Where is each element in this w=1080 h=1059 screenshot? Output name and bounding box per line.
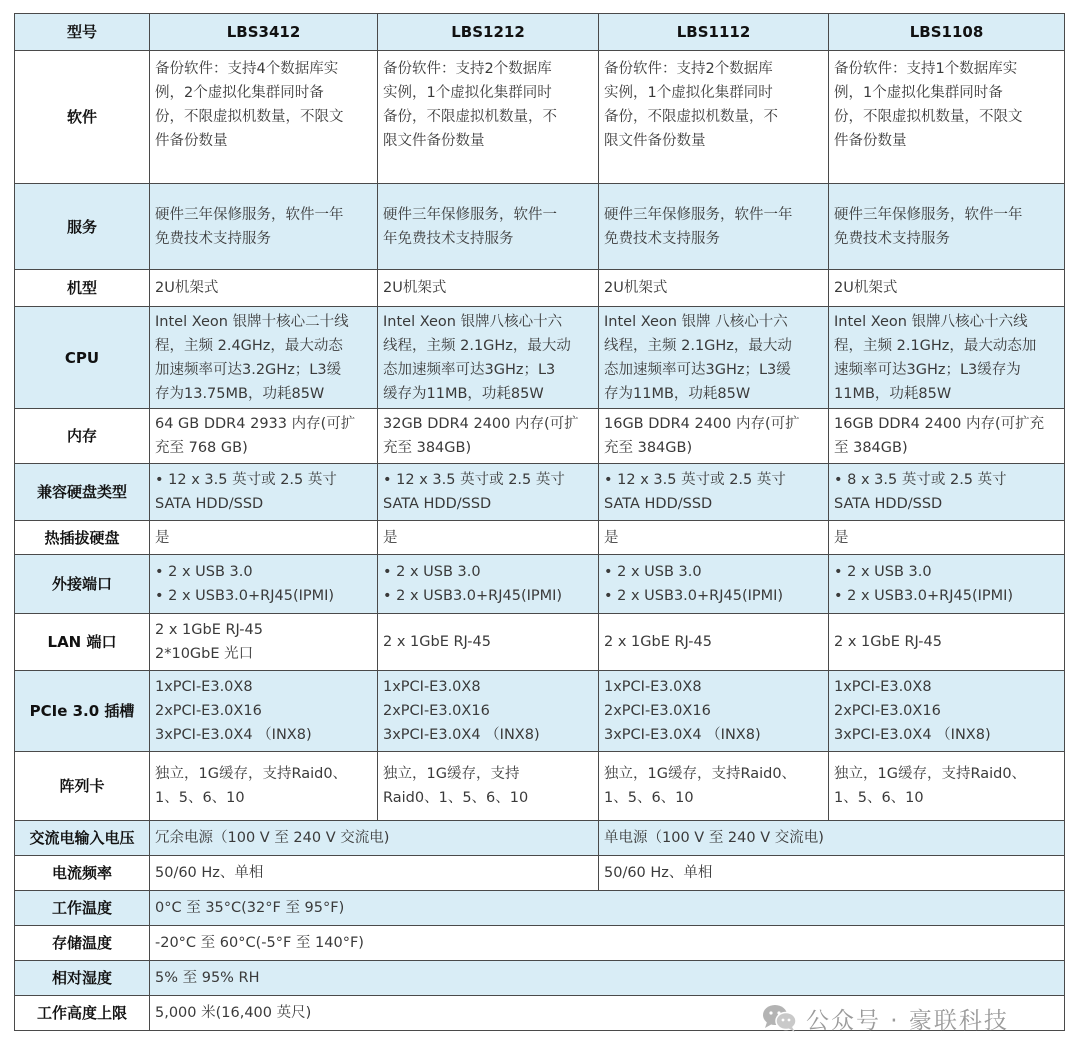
cell-line: 例，1个虚拟化集群同时备: [834, 85, 1003, 101]
spec-cell: [829, 555, 1065, 614]
cell-line: 1xPCI-E3.0X8: [155, 679, 253, 695]
cell-line: Intel Xeon 银牌十核心二十线: [155, 313, 349, 330]
cell-line: • 8 x 3.5 英寸或 2.5 英寸: [834, 472, 1007, 488]
cell-line: Raid0、1、5、6、10: [383, 790, 529, 806]
row-label: 阵列卡: [15, 752, 150, 821]
cell-line: • 12 x 3.5 英寸或 2.5 英寸: [155, 472, 337, 488]
cell-line: 16GB DDR4 2400 内存(可扩充: [834, 416, 1045, 432]
spec-cell: [378, 307, 599, 409]
cell-line: • 2 x USB3.0+RJ45(IPMI): [834, 588, 1014, 604]
watermark: [762, 1000, 1009, 1036]
cell-line: 1xPCI-E3.0X8: [834, 679, 932, 695]
cell-line: 是: [383, 529, 398, 546]
cell-line: 实例，1个虚拟化集群同时: [383, 85, 552, 101]
spec-cell: 50/60 Hz、单相: [599, 856, 1065, 891]
cell-line: 态加速频率可达3GHz；L3: [383, 361, 556, 378]
cell-line: Intel Xeon 银牌八核心十六线: [834, 313, 1028, 330]
spec-cell: [829, 270, 1065, 307]
spec-cell: [599, 671, 829, 752]
cell-line: 备份，不限虚拟机数量，不: [604, 109, 778, 125]
spec-cell: [150, 51, 378, 184]
cell-line: 免费技术支持服务: [155, 230, 271, 247]
spec-cell: [599, 184, 829, 270]
cell-line: 1xPCI-E3.0X8: [383, 679, 481, 695]
cell-line: 3xPCI-E3.0X4 （INX8): [604, 727, 761, 743]
cell-line: 免费技术支持服务: [604, 230, 720, 247]
spec-cell: [599, 555, 829, 614]
cell-line: 2*10GbE 光口: [155, 646, 254, 662]
table-row: [15, 821, 1065, 856]
spec-cell: [599, 307, 829, 409]
cell-line: • 12 x 3.5 英寸或 2.5 英寸: [383, 472, 565, 488]
cell-line: SATA HDD/SSD: [604, 496, 713, 512]
model-name: LBS1108: [829, 14, 1065, 51]
model-name: LBS3412: [150, 14, 378, 51]
cell-line: 3xPCI-E3.0X4 （INX8): [155, 727, 312, 743]
spec-cell: [599, 464, 829, 521]
cell-line: 备份软件：支持2个数据库: [604, 61, 773, 77]
row-label: 软件: [15, 51, 150, 184]
table-row: [15, 521, 1065, 555]
spec-cell: [829, 521, 1065, 555]
cell-line: 速频率可达3GHz；L3缓存为: [834, 361, 1021, 378]
row-label: 工作高度上限: [15, 996, 150, 1031]
cell-line: • 2 x USB3.0+RJ45(IPMI): [604, 588, 784, 604]
spec-cell: 单电源（100 V 至 240 V 交流电): [599, 821, 1065, 856]
table-row: [15, 51, 1065, 184]
spec-cell: [150, 614, 378, 671]
cell-line: SATA HDD/SSD: [155, 496, 264, 512]
row-label: CPU: [15, 307, 150, 409]
table-row: [15, 555, 1065, 614]
spec-cell: [378, 270, 599, 307]
cell-line: 备份软件：支持2个数据库: [383, 61, 552, 77]
spec-cell: -20°C 至 60°C(-5°F 至 140°F): [150, 926, 1065, 961]
spec-cell: [599, 614, 829, 671]
table-row: [15, 464, 1065, 521]
cell-line: 1、5、6、10: [834, 790, 924, 806]
cell-line: 至 384GB): [834, 440, 908, 456]
spec-cell: [150, 555, 378, 614]
row-label: 外接端口: [15, 555, 150, 614]
cell-line: 态加速频率可达3GHz；L3缓: [604, 361, 791, 378]
table-row: [15, 961, 1065, 996]
table-row: [15, 926, 1065, 961]
cell-line: 11MB，功耗85W: [834, 385, 952, 402]
spec-cell: [378, 51, 599, 184]
spec-table: [14, 13, 1065, 1031]
cell-line: 独立，1G缓存，支持Raid0、: [834, 766, 1027, 782]
cell-line: 2xPCI-E3.0X16: [604, 703, 711, 719]
spec-cell: [378, 409, 599, 464]
spec-cell: [599, 752, 829, 821]
table-row: [15, 752, 1065, 821]
spec-cell: [150, 307, 378, 409]
cell-line: 2U机架式: [155, 280, 219, 296]
cell-line: • 2 x USB3.0+RJ45(IPMI): [383, 588, 563, 604]
table-row: [15, 409, 1065, 464]
row-label: PCIe 3.0 插槽: [15, 671, 150, 752]
cell-line: 独立，1G缓存，支持: [383, 766, 520, 782]
cell-line: • 2 x USB3.0+RJ45(IPMI): [155, 588, 335, 604]
spec-cell: [378, 521, 599, 555]
table-row: [15, 614, 1065, 671]
spec-cell: [829, 184, 1065, 270]
spec-cell: [378, 184, 599, 270]
cell-line: 硬件三年保修服务，软件一年: [155, 206, 344, 223]
spec-cell: [378, 464, 599, 521]
cell-line: 64 GB DDR4 2933 内存(可扩: [155, 416, 356, 432]
row-label: 机型: [15, 270, 150, 307]
spec-cell: [150, 752, 378, 821]
cell-line: 充至 768 GB): [155, 440, 248, 456]
spec-cell: [150, 521, 378, 555]
wechat-icon: [762, 1003, 798, 1033]
row-label: 相对湿度: [15, 961, 150, 996]
cell-line: 硬件三年保修服务，软件一年: [604, 206, 793, 223]
row-label: 工作温度: [15, 891, 150, 926]
cell-line: 线程，主频 2.1GHz，最大动: [604, 337, 792, 354]
spec-cell: [829, 752, 1065, 821]
watermark-text: 公众号 · 豪联科技: [806, 1007, 1009, 1034]
spec-cell: 50/60 Hz、单相: [150, 856, 599, 891]
spec-cell: [150, 671, 378, 752]
cell-line: 3xPCI-E3.0X4 （INX8): [383, 727, 540, 743]
cell-line: 免费技术支持服务: [834, 230, 950, 247]
spec-cell: [150, 270, 378, 307]
cell-line: 独立，1G缓存，支持Raid0、: [155, 766, 348, 782]
cell-line: 硬件三年保修服务，软件一: [383, 206, 557, 223]
spec-cell: [378, 671, 599, 752]
spec-cell: [829, 614, 1065, 671]
cell-line: 实例，1个虚拟化集群同时: [604, 85, 773, 101]
cell-line: 2 x 1GbE RJ-45: [155, 622, 263, 638]
cell-line: • 12 x 3.5 英寸或 2.5 英寸: [604, 472, 786, 488]
cell-line: 是: [155, 529, 170, 546]
row-label: 电流频率: [15, 856, 150, 891]
cell-line: 备份，不限虚拟机数量，不: [383, 109, 557, 125]
spec-cell: [829, 51, 1065, 184]
table-row: [15, 891, 1065, 926]
spec-cell: [378, 614, 599, 671]
cell-line: 份，不限虚拟机数量，不限文: [155, 109, 344, 125]
cell-line: 限文件备份数量: [383, 133, 485, 149]
spec-cell: [599, 521, 829, 555]
cell-line: Intel Xeon 银牌八核心十六: [383, 313, 563, 330]
cell-line: Intel Xeon 银牌 八核心十六: [604, 313, 788, 330]
cell-line: 限文件备份数量: [604, 133, 706, 149]
spec-cell: [150, 409, 378, 464]
cell-line: 1xPCI-E3.0X8: [604, 679, 702, 695]
row-label: 存储温度: [15, 926, 150, 961]
cell-line: 加速频率可达3.2GHz；L3缓: [155, 361, 342, 378]
header-label: 型号: [15, 14, 150, 51]
cell-line: 1、5、6、10: [604, 790, 694, 806]
spec-cell: [599, 51, 829, 184]
cell-line: SATA HDD/SSD: [834, 496, 943, 512]
cell-line: 2xPCI-E3.0X16: [155, 703, 262, 719]
cell-line: 独立，1G缓存，支持Raid0、: [604, 766, 797, 782]
cell-line: 备份软件：支持1个数据库实: [834, 61, 1018, 77]
table-header-row: [15, 14, 1065, 51]
row-label: 热插拔硬盘: [15, 521, 150, 555]
cell-line: 备份软件：支持4个数据库实: [155, 61, 339, 77]
table-row: [15, 184, 1065, 270]
row-label: 服务: [15, 184, 150, 270]
spec-cell: [829, 409, 1065, 464]
cell-line: 硬件三年保修服务，软件一年: [834, 206, 1023, 223]
cell-line: 2 x 1GbE RJ-45: [834, 634, 942, 650]
cell-line: 充至 384GB): [604, 440, 693, 456]
table-row: [15, 856, 1065, 891]
row-label: 内存: [15, 409, 150, 464]
cell-line: 2U机架式: [383, 280, 447, 296]
spec-cell: [378, 555, 599, 614]
cell-line: • 2 x USB 3.0: [155, 564, 253, 580]
row-label: 交流电输入电压: [15, 821, 150, 856]
cell-line: 件备份数量: [155, 133, 228, 149]
cell-line: • 2 x USB 3.0: [834, 564, 932, 580]
spec-cell: 5,000 米(16,400 英尺): [150, 996, 1065, 1031]
spec-cell: [378, 752, 599, 821]
cell-line: 存为13.75MB，功耗85W: [155, 385, 325, 402]
spec-cell: [150, 464, 378, 521]
row-label: LAN 端口: [15, 614, 150, 671]
cell-line: 缓存为11MB，功耗85W: [383, 385, 544, 402]
table-row: [15, 307, 1065, 409]
table-row: [15, 270, 1065, 307]
model-name: LBS1112: [599, 14, 829, 51]
cell-line: 2xPCI-E3.0X16: [383, 703, 490, 719]
cell-line: 线程，主频 2.1GHz，最大动: [383, 337, 571, 354]
spec-cell: [599, 270, 829, 307]
row-label: 兼容硬盘类型: [15, 464, 150, 521]
spec-cell: 5% 至 95% RH: [150, 961, 1065, 996]
cell-line: 2 x 1GbE RJ-45: [383, 634, 491, 650]
cell-line: • 2 x USB 3.0: [383, 564, 481, 580]
cell-line: 份，不限虚拟机数量，不限文: [834, 109, 1023, 125]
cell-line: 例，2个虚拟化集群同时备: [155, 85, 324, 101]
spec-cell: [829, 671, 1065, 752]
spec-cell: [599, 409, 829, 464]
cell-line: 是: [604, 529, 619, 546]
cell-line: 是: [834, 529, 849, 546]
spec-cell: 0°C 至 35°C(32°F 至 95°F): [150, 891, 1065, 926]
cell-line: 2U机架式: [834, 280, 898, 296]
cell-line: 32GB DDR4 2400 内存(可扩: [383, 416, 579, 432]
cell-line: 存为11MB，功耗85W: [604, 385, 751, 402]
cell-line: 2U机架式: [604, 280, 668, 296]
cell-line: 16GB DDR4 2400 内存(可扩: [604, 416, 800, 432]
cell-line: SATA HDD/SSD: [383, 496, 492, 512]
cell-line: 充至 384GB): [383, 440, 472, 456]
spec-cell: 冗余电源（100 V 至 240 V 交流电): [150, 821, 599, 856]
cell-line: 1、5、6、10: [155, 790, 245, 806]
cell-line: 2xPCI-E3.0X16: [834, 703, 941, 719]
cell-line: 年免费技术支持服务: [383, 230, 514, 247]
cell-line: • 2 x USB 3.0: [604, 564, 702, 580]
cell-line: 程，主频 2.1GHz，最大动态加: [834, 337, 1037, 354]
cell-line: 2 x 1GbE RJ-45: [604, 634, 712, 650]
spec-cell: [829, 307, 1065, 409]
spec-cell: [829, 464, 1065, 521]
spec-cell: [150, 184, 378, 270]
table-row: [15, 671, 1065, 752]
cell-line: 程，主频 2.4GHz，最大动态: [155, 337, 343, 354]
model-name: LBS1212: [378, 14, 599, 51]
cell-line: 件备份数量: [834, 133, 907, 149]
cell-line: 3xPCI-E3.0X4 （INX8): [834, 727, 991, 743]
